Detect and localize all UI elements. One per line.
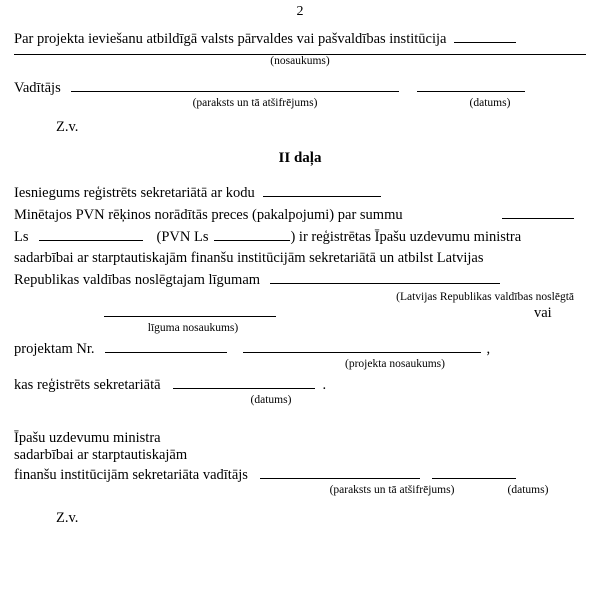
registered-row bbox=[14, 374, 586, 394]
minister-captions bbox=[14, 484, 586, 496]
responsible-institution-blank[interactable] bbox=[454, 28, 516, 43]
registered-period: . bbox=[322, 376, 327, 393]
minister-line-1: Īpašu uzdevumu ministra bbox=[14, 429, 161, 446]
agreement-caption: (Latvijas Republikas valdības noslēgtā bbox=[396, 290, 574, 303]
registered-date-caption: (datums) bbox=[250, 393, 292, 406]
invoice-sum-blank[interactable] bbox=[502, 204, 574, 219]
project-row-comma: , bbox=[486, 341, 491, 358]
registered-date-caption-row bbox=[14, 394, 586, 406]
vat-amount-blank[interactable] bbox=[214, 226, 290, 241]
agreement-caption-row bbox=[14, 291, 586, 303]
registration-code-blank[interactable] bbox=[263, 183, 381, 198]
director-signature-caption: (paraksts un tā atšifrējums) bbox=[192, 96, 318, 109]
minister-line-3: finanšu institūcijām sekretariāta vadītājs bbox=[14, 466, 248, 483]
project-number-label: projektam Nr. bbox=[14, 341, 95, 358]
responsible-institution-label: Par projekta ieviešanu atbildīgā valsts pārvaldes vai pašvaldības institūcija bbox=[14, 30, 447, 47]
section-title: II daļa bbox=[278, 149, 322, 166]
project-number-blank[interactable] bbox=[105, 338, 227, 353]
vai-row bbox=[14, 303, 586, 323]
director-label: Vadītājs bbox=[14, 79, 61, 96]
minister-date-caption: (datums) bbox=[507, 483, 549, 496]
project-number-row bbox=[14, 338, 586, 358]
registration-code-label: Iesniegums reģistrēts sekretariātā ar kodu bbox=[14, 185, 255, 202]
vai-label: vai bbox=[534, 305, 552, 322]
registration-code-row bbox=[14, 183, 586, 203]
registered-label: kas reģistrēts sekretariātā bbox=[14, 376, 161, 393]
invoice-line-1-text: Minētajos PVN rēķinos norādītās preces (pakalpojumi) par summu bbox=[14, 207, 403, 224]
director-row bbox=[14, 77, 586, 97]
minister-line-3-row bbox=[14, 464, 586, 484]
agreement-name-caption: līguma nosaukums) bbox=[147, 322, 239, 335]
minister-signature-caption: (paraksts un tā atšifrējums) bbox=[329, 483, 455, 496]
agreement-name-blank-2[interactable] bbox=[104, 303, 276, 318]
seal-place-2: Z.v. bbox=[56, 509, 79, 526]
vat-ls-label: (PVN Ls bbox=[156, 228, 209, 245]
agreement-name-caption-row bbox=[14, 322, 586, 334]
minister-date-blank[interactable] bbox=[432, 464, 516, 479]
document-content bbox=[0, 28, 600, 527]
director-date-blank[interactable] bbox=[417, 77, 525, 92]
invoice-line-1 bbox=[14, 204, 574, 226]
invoice-line-4 bbox=[14, 269, 574, 291]
project-name-caption: (projekta nosaukums) bbox=[345, 358, 445, 371]
page-number: 2 bbox=[296, 4, 304, 19]
minister-signature-blank[interactable] bbox=[260, 464, 420, 479]
invoice-line-3: sadarbībai ar starptautiskajām finanšu institūcijām sekretariātā un atbilst Latvijas bbox=[14, 249, 484, 266]
minister-line-2: sadarbībai ar starptautiskajām bbox=[14, 446, 188, 463]
institution-name-caption: (nosaukums) bbox=[270, 54, 330, 67]
minister-signature-block bbox=[14, 430, 586, 527]
agreement-name-blank[interactable] bbox=[270, 269, 500, 284]
ls-label: Ls bbox=[14, 228, 29, 245]
seal-place-1: Z.v. bbox=[56, 118, 79, 135]
director-date-caption: (datums) bbox=[469, 96, 511, 109]
project-name-caption-row bbox=[14, 358, 586, 370]
responsible-institution-row bbox=[14, 28, 586, 48]
director-signature-blank[interactable] bbox=[71, 77, 399, 92]
invoice-line-4-text: Republikas valdības noslēgtajam līgumam bbox=[14, 271, 261, 288]
project-name-blank[interactable] bbox=[243, 338, 481, 353]
invoice-line-2 bbox=[14, 226, 574, 248]
director-captions bbox=[14, 97, 586, 109]
ls-amount-blank[interactable] bbox=[39, 226, 143, 241]
invoice-paragraph bbox=[14, 204, 574, 290]
invoice-line-2-tail: ) ir reģistrētas Īpašu uzdevumu ministra bbox=[290, 228, 522, 245]
registered-date-blank[interactable] bbox=[173, 374, 315, 389]
document-page bbox=[0, 4, 600, 594]
